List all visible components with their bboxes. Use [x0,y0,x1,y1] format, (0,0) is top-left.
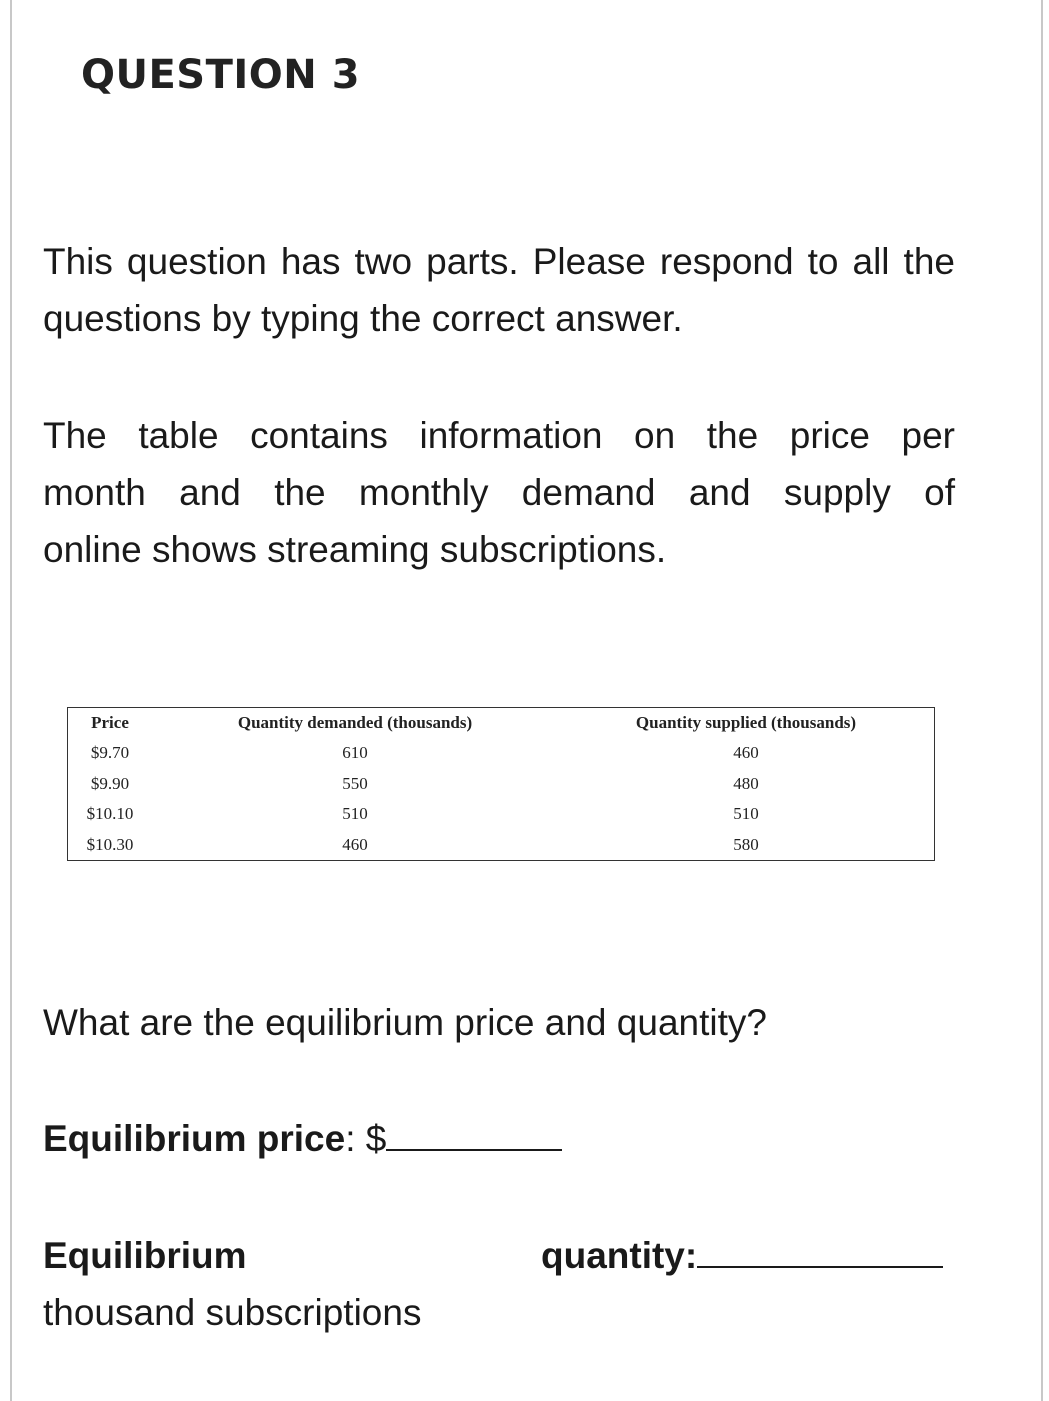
cell-demand: 460 [342,834,368,854]
table-row [68,830,934,861]
equilibrium-quantity-row [541,1235,943,1277]
supply-demand-table [67,707,935,861]
cell-supply: 510 [733,804,759,824]
page-border-left [10,0,12,1401]
cell-price: $9.70 [90,743,130,763]
equilibrium-quantity-label-left: Equilibrium [43,1235,247,1276]
equilibrium-quantity-label-right: quantity: [541,1235,698,1276]
cell-demand: 510 [342,804,368,824]
table-row [68,769,934,800]
page-border-right [1041,0,1043,1401]
cell-price: $10.10 [86,804,134,824]
cell-supply: 580 [733,834,759,854]
table-header-row [68,708,934,738]
description-line-2: month and the monthly demand and supply of [43,472,955,513]
equilibrium-price-row [43,1118,562,1160]
description-line-1: The table contains information on the price per [43,415,955,456]
quantity-unit-text: thousand subscriptions [43,1292,422,1333]
price-prefix: : $ [345,1118,387,1159]
cell-demand: 550 [342,773,368,793]
cell-price: $9.90 [90,773,130,793]
intro-text: This question has two parts. Please respond to all the questions by typing the correct answer. [43,241,955,339]
cell-supply: 460 [733,743,759,763]
cell-price: $10.30 [86,834,134,854]
equilibrium-quantity-blank[interactable] [697,1236,943,1268]
header-price: Price [91,713,129,732]
header-quantity-demanded: Quantity demanded (thousands) [237,713,473,732]
equilibrium-price-blank[interactable] [386,1119,562,1151]
description-line-3: online shows streaming subscriptions. [43,529,667,570]
table-row [68,738,934,769]
question-prompt: What are the equilibrium price and quantity? [43,1002,767,1043]
table-description [43,407,955,578]
question-title: QUESTION 3 [81,52,361,98]
equilibrium-price-label: Equilibrium price [43,1118,346,1159]
cell-demand: 610 [342,743,368,763]
header-quantity-supplied: Quantity supplied (thousands) [635,713,857,732]
table-row [68,799,934,830]
cell-supply: 480 [733,773,759,793]
